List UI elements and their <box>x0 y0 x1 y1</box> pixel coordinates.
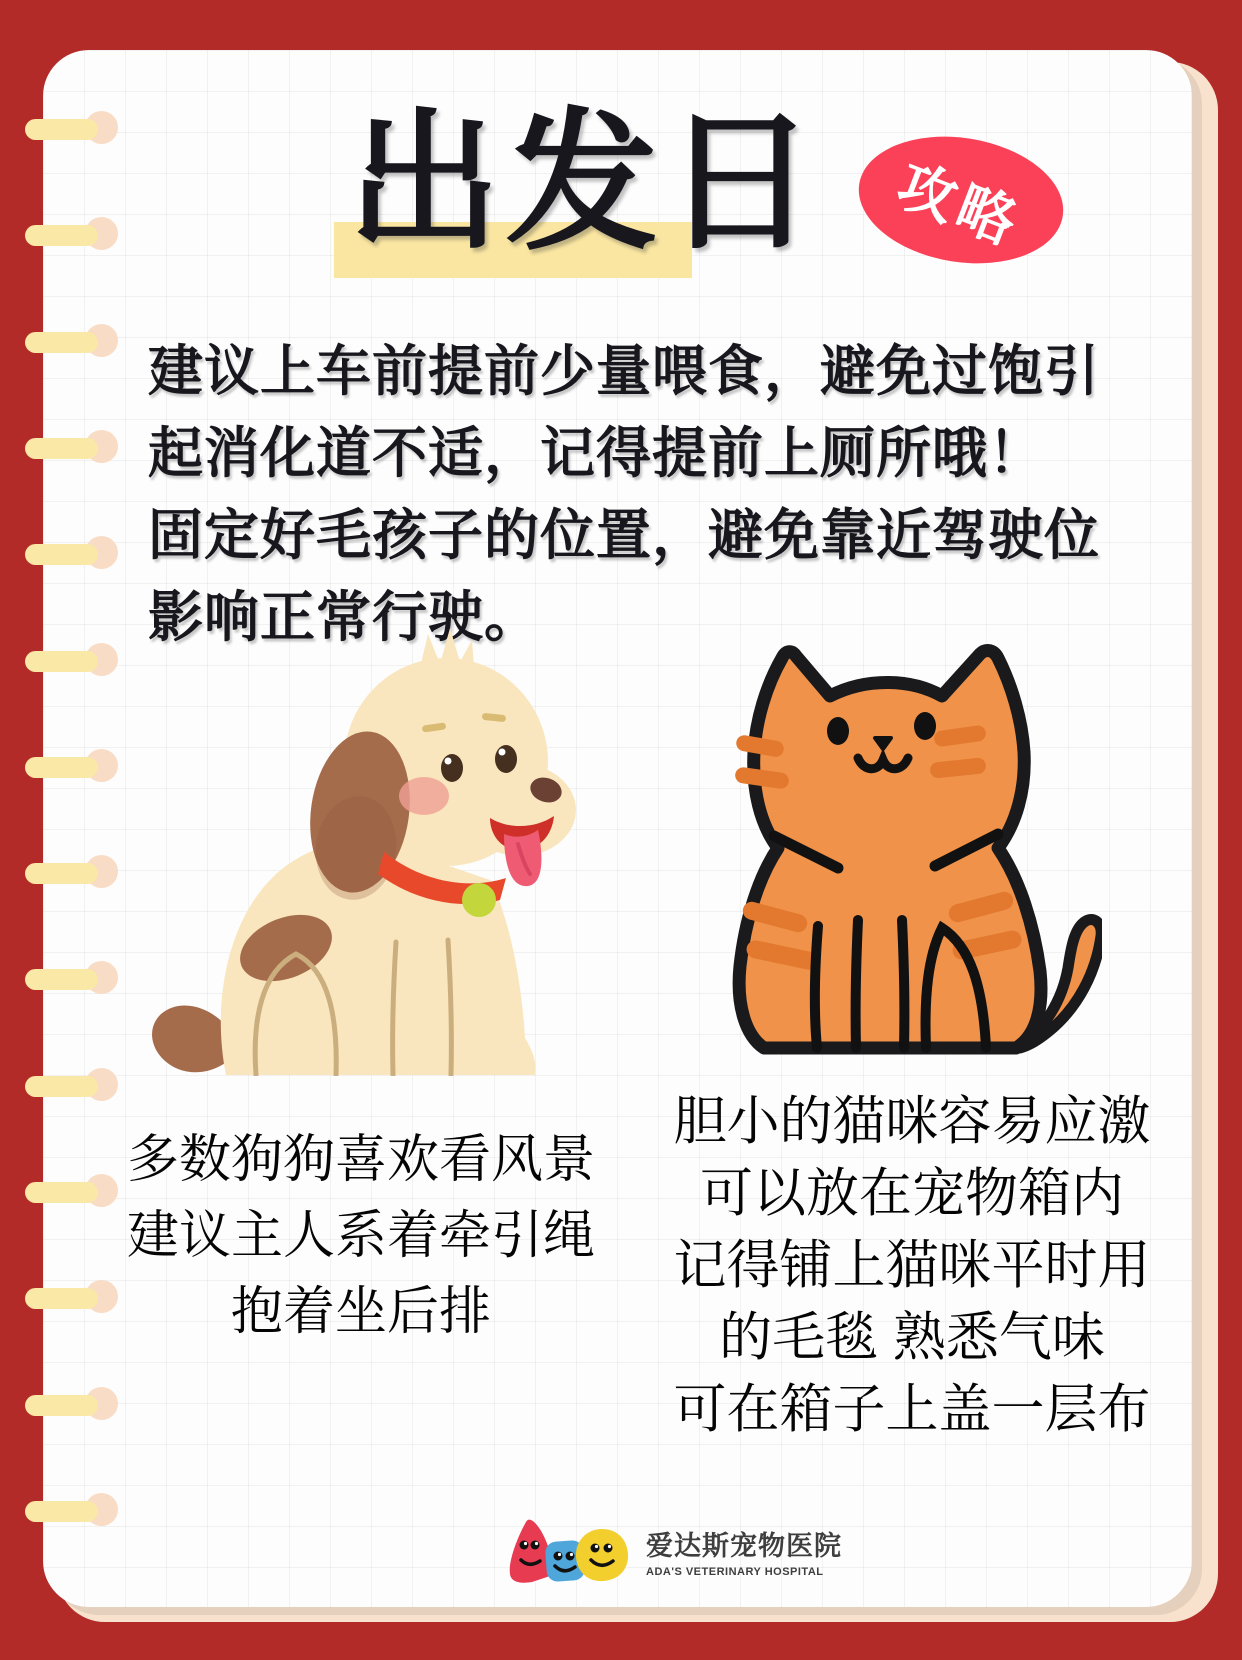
ring-pill <box>25 544 98 565</box>
binder-ring <box>25 219 126 253</box>
binder-ring <box>25 1282 126 1316</box>
binder-ring <box>25 1495 126 1529</box>
ring-pill <box>25 438 98 459</box>
hospital-name-block <box>646 1524 842 1578</box>
binder-ring <box>25 963 126 997</box>
ring-pill <box>25 863 98 884</box>
ring-pill <box>25 969 98 990</box>
ring-pill <box>25 119 98 140</box>
intro-line: 影响正常行驶。 <box>148 586 541 648</box>
ring-pill <box>25 1182 98 1203</box>
binder-ring <box>25 326 126 360</box>
binder-ring <box>25 857 126 891</box>
dog-tip-line: 抱着坐后排 <box>230 1283 491 1341</box>
cat-tip-line: 胆小的猫咪容易应激 <box>673 1092 1151 1151</box>
intro-line: 建议上车前提前少量喂食，避免过饱引 <box>148 340 1101 402</box>
binder-ring <box>25 113 126 147</box>
ring-pill <box>25 1501 98 1522</box>
ring-pill <box>25 757 98 778</box>
intro-line: 起消化道不适，记得提前上厕所哦！ <box>148 422 1045 484</box>
hospital-name-en: ADA'S VETERINARY HOSPITAL <box>646 1566 824 1578</box>
cat-tip-text <box>652 1086 1172 1446</box>
ring-pill <box>25 332 98 353</box>
binder-ring <box>25 1070 126 1104</box>
cat-tip-line: 可以放在宠物箱内 <box>700 1164 1124 1223</box>
ring-pill <box>25 1076 98 1097</box>
dog-tip-text <box>96 1122 626 1350</box>
cat-illustration <box>690 596 1102 1058</box>
binder-ring <box>25 645 126 679</box>
intro-line: 固定好毛孩子的位置，避免靠近驾驶位 <box>148 504 1101 566</box>
three-smiley-blobs-logo <box>498 1516 634 1586</box>
cat-tip-line: 可在箱子上盖一层布 <box>673 1380 1151 1439</box>
binder-ring <box>25 432 126 466</box>
dog-illustration <box>138 610 686 1076</box>
ring-pill <box>25 1395 98 1416</box>
ring-pill <box>25 225 98 246</box>
binder-ring <box>25 1389 126 1423</box>
page-title: 出发日 <box>348 98 822 268</box>
cat-tip-line: 的毛毯 熟悉气味 <box>719 1308 1105 1367</box>
cat-tip-line: 记得铺上猫咪平时用 <box>673 1236 1151 1295</box>
ring-pill <box>25 651 98 672</box>
ring-pill <box>25 1288 98 1309</box>
binder-ring <box>25 1176 126 1210</box>
dog-tip-line: 建议主人系着牵引绳 <box>126 1207 595 1265</box>
dog-tip-line: 多数狗狗喜欢看风景 <box>126 1131 595 1189</box>
binder-ring <box>25 538 126 572</box>
strategy-badge-label: 攻略 <box>888 152 1030 259</box>
hospital-name-cn: 爱达斯宠物医院 <box>646 1531 842 1561</box>
binder-ring <box>25 751 126 785</box>
hospital-logo <box>498 1516 842 1586</box>
